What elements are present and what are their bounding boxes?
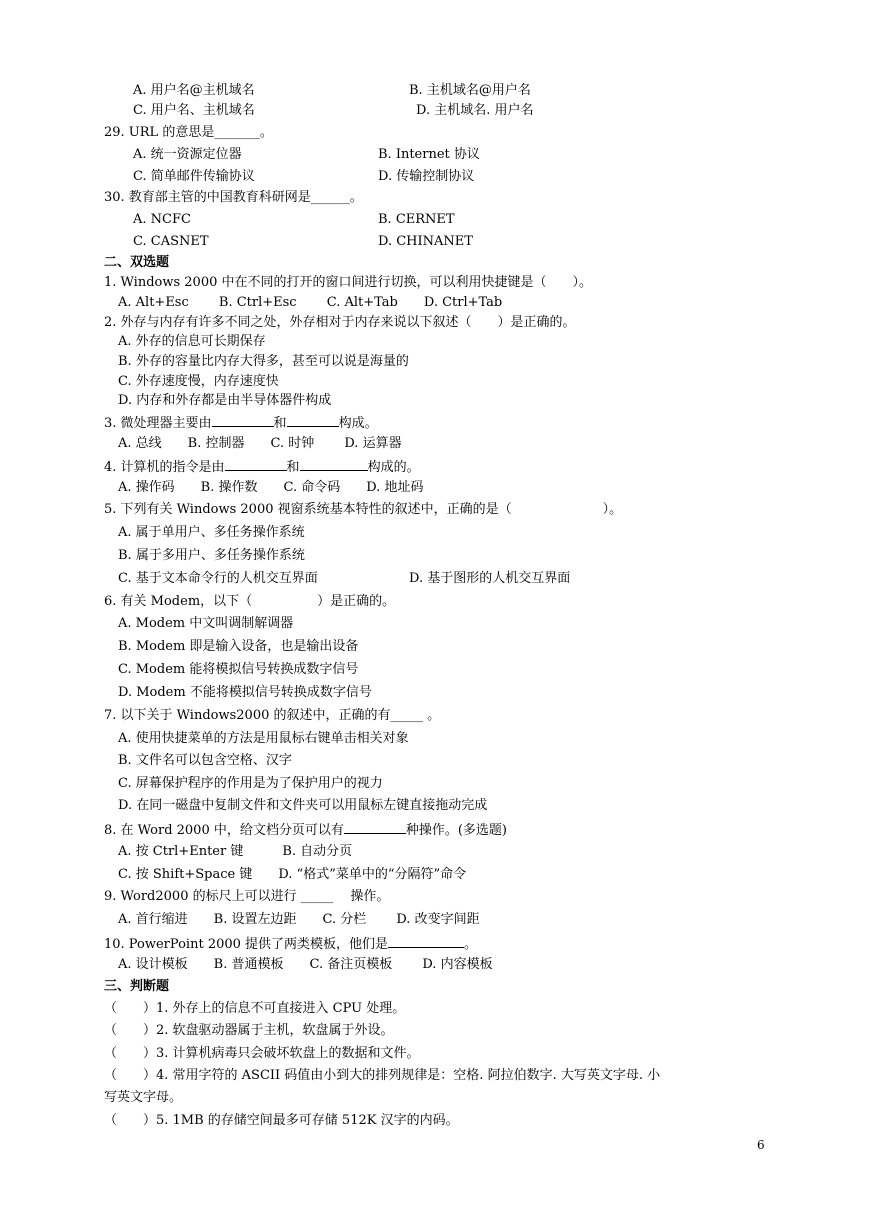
question-d5: 5. 下列有关 Windows 2000 视窗系统基本特性的叙述中，正确的是（ ）。 <box>104 502 623 517</box>
question-text: 构成的。 <box>367 460 420 475</box>
question-text: 4. 计算机的指令是由 <box>104 460 225 475</box>
options-row: A. 按 Ctrl+Enter 键 B. 自动分页 <box>118 844 353 859</box>
option-d: D. 内存和外存都是由半导体器件构成 <box>118 393 332 408</box>
option-c: C. CASNET <box>133 234 209 249</box>
answer-blank <box>344 820 406 834</box>
judgment-item: （ ）4. 常用字符的 ASCII 码值由小到大的排列规律是：空格. 阿拉伯数字. 大写英文字母. 小 <box>104 1068 661 1083</box>
options-row: A. 首行缩进 B. 设置左边距 C. 分栏 D. 改变字间距 <box>118 912 480 927</box>
option-a: A. 外存的信息可长期保存 <box>118 334 266 349</box>
option-a: A. NCFC <box>133 212 191 227</box>
option-c: C. 基于文本命令行的人机交互界面 <box>118 571 318 586</box>
options-row: C. 按 Shift+Space 键 D. “格式”菜单中的“分隔符”命令 <box>118 867 467 882</box>
page-number: 6 <box>757 1138 765 1152</box>
answer-blank <box>300 457 368 471</box>
option-a: A. Modem 中文叫调制解调器 <box>118 616 294 631</box>
option-d: D. 在同一磁盘中复制文件和文件夹可以用鼠标左键直接拖动完成 <box>118 798 488 813</box>
option-a: A. 使用快捷菜单的方法是用鼠标右键单击相关对象 <box>118 731 409 746</box>
answer-blank <box>388 934 464 948</box>
option-c: C. Modem 能将模拟信号转换成数字信号 <box>118 662 359 677</box>
option-b: B. CERNET <box>378 212 455 227</box>
question-d6: 6. 有关 Modem，以下（ ）是正确的。 <box>104 594 396 609</box>
option-c: C. 屏幕保护程序的作用是为了保护用户的视力 <box>118 776 383 791</box>
option-c: C. 用户名、主机域名 <box>133 103 255 118</box>
option-d: D. 主机域名. 用户名 <box>416 103 534 118</box>
question-d7: 7. 以下关于 Windows2000 的叙述中，正确的有_____ 。 <box>104 708 441 723</box>
question-text: 和 <box>273 416 287 431</box>
question-text: 种操作。(多选题) <box>405 823 508 838</box>
option-d: D. CHINANET <box>378 234 473 249</box>
question-d2: 2. 外存与内存有许多不同之处，外存相对于内存来说以下叙述（ ）是正确的。 <box>104 315 576 330</box>
question-text: 8. 在 Word 2000 中，给文档分页可以有 <box>104 823 344 838</box>
options-row: A. Alt+Esc B. Ctrl+Esc C. Alt+Tab D. Ctrl+Tab <box>118 295 503 310</box>
option-a: A. 用户名@主机域名 <box>133 83 255 98</box>
option-b: B. Modem 即是输入设备，也是输出设备 <box>118 639 359 654</box>
question-d3 <box>104 413 378 433</box>
judgment-item: （ ）5. 1MB 的存储空间最多可存储 512K 汉字的内码。 <box>104 1113 459 1128</box>
section-heading: 二、双选题 <box>104 255 170 270</box>
option-d: D. 传输控制协议 <box>378 169 475 184</box>
judgment-item: （ ）2. 软盘驱动器属于主机，软盘属于外设。 <box>104 1023 394 1038</box>
question-d4 <box>104 457 420 477</box>
option-c: C. 外存速度慢，内存速度快 <box>118 374 279 389</box>
answer-blank <box>225 457 287 471</box>
question-d1: 1. Windows 2000 中在不同的打开的窗口间进行切换，可以利用快捷键是（ ）。 <box>104 275 592 290</box>
option-a: A. 统一资源定位器 <box>133 147 242 162</box>
question-30: 30. 教育部主管的中国教育科研网是______。 <box>104 190 363 205</box>
question-d10 <box>104 934 477 954</box>
question-text: 构成。 <box>338 416 378 431</box>
question-d9: 9. Word2000 的标尺上可以进行 _____ 操作。 <box>104 889 390 904</box>
section-heading: 三、判断题 <box>104 979 170 994</box>
question-text: 和 <box>286 460 300 475</box>
question-text: 。 <box>464 937 478 952</box>
options-row: A. 操作码 B. 操作数 C. 命令码 D. 地址码 <box>118 480 424 495</box>
option-b: B. 文件名可以包含空格、汉字 <box>118 753 292 768</box>
option-b: B. Internet 协议 <box>378 147 480 162</box>
option-d: D. 基于图形的人机交互界面 <box>409 571 571 586</box>
question-29: 29. URL 的意思是_______。 <box>104 125 273 140</box>
question-text: 3. 微处理器主要由 <box>104 416 212 431</box>
judgment-item: （ ）3. 计算机病毒只会破坏软盘上的数据和文件。 <box>104 1046 420 1061</box>
option-c: C. 简单邮件传输协议 <box>133 169 255 184</box>
answer-blank <box>212 413 274 427</box>
answer-blank <box>287 413 339 427</box>
option-b: B. 外存的容量比内存大得多，甚至可以说是海量的 <box>118 354 409 369</box>
options-row: A. 总线 B. 控制器 C. 时钟 D. 运算器 <box>118 436 402 451</box>
option-b: B. 主机域名@用户名 <box>409 83 531 98</box>
options-row: A. 设计模板 B. 普通模板 C. 备注页模板 D. 内容模板 <box>118 957 493 972</box>
option-d: D. Modem 不能将模拟信号转换成数字信号 <box>118 685 372 700</box>
judgment-item-continued: 写英文字母。 <box>104 1090 183 1105</box>
question-text: 10. PowerPoint 2000 提供了两类模板，他们是 <box>104 937 389 952</box>
option-b: B. 属于多用户、多任务操作系统 <box>118 548 305 563</box>
question-d8 <box>104 820 507 840</box>
option-a: A. 属于单用户、多任务操作系统 <box>118 525 305 540</box>
judgment-item: （ ）1. 外存上的信息不可直接进入 CPU 处理。 <box>104 1001 406 1016</box>
